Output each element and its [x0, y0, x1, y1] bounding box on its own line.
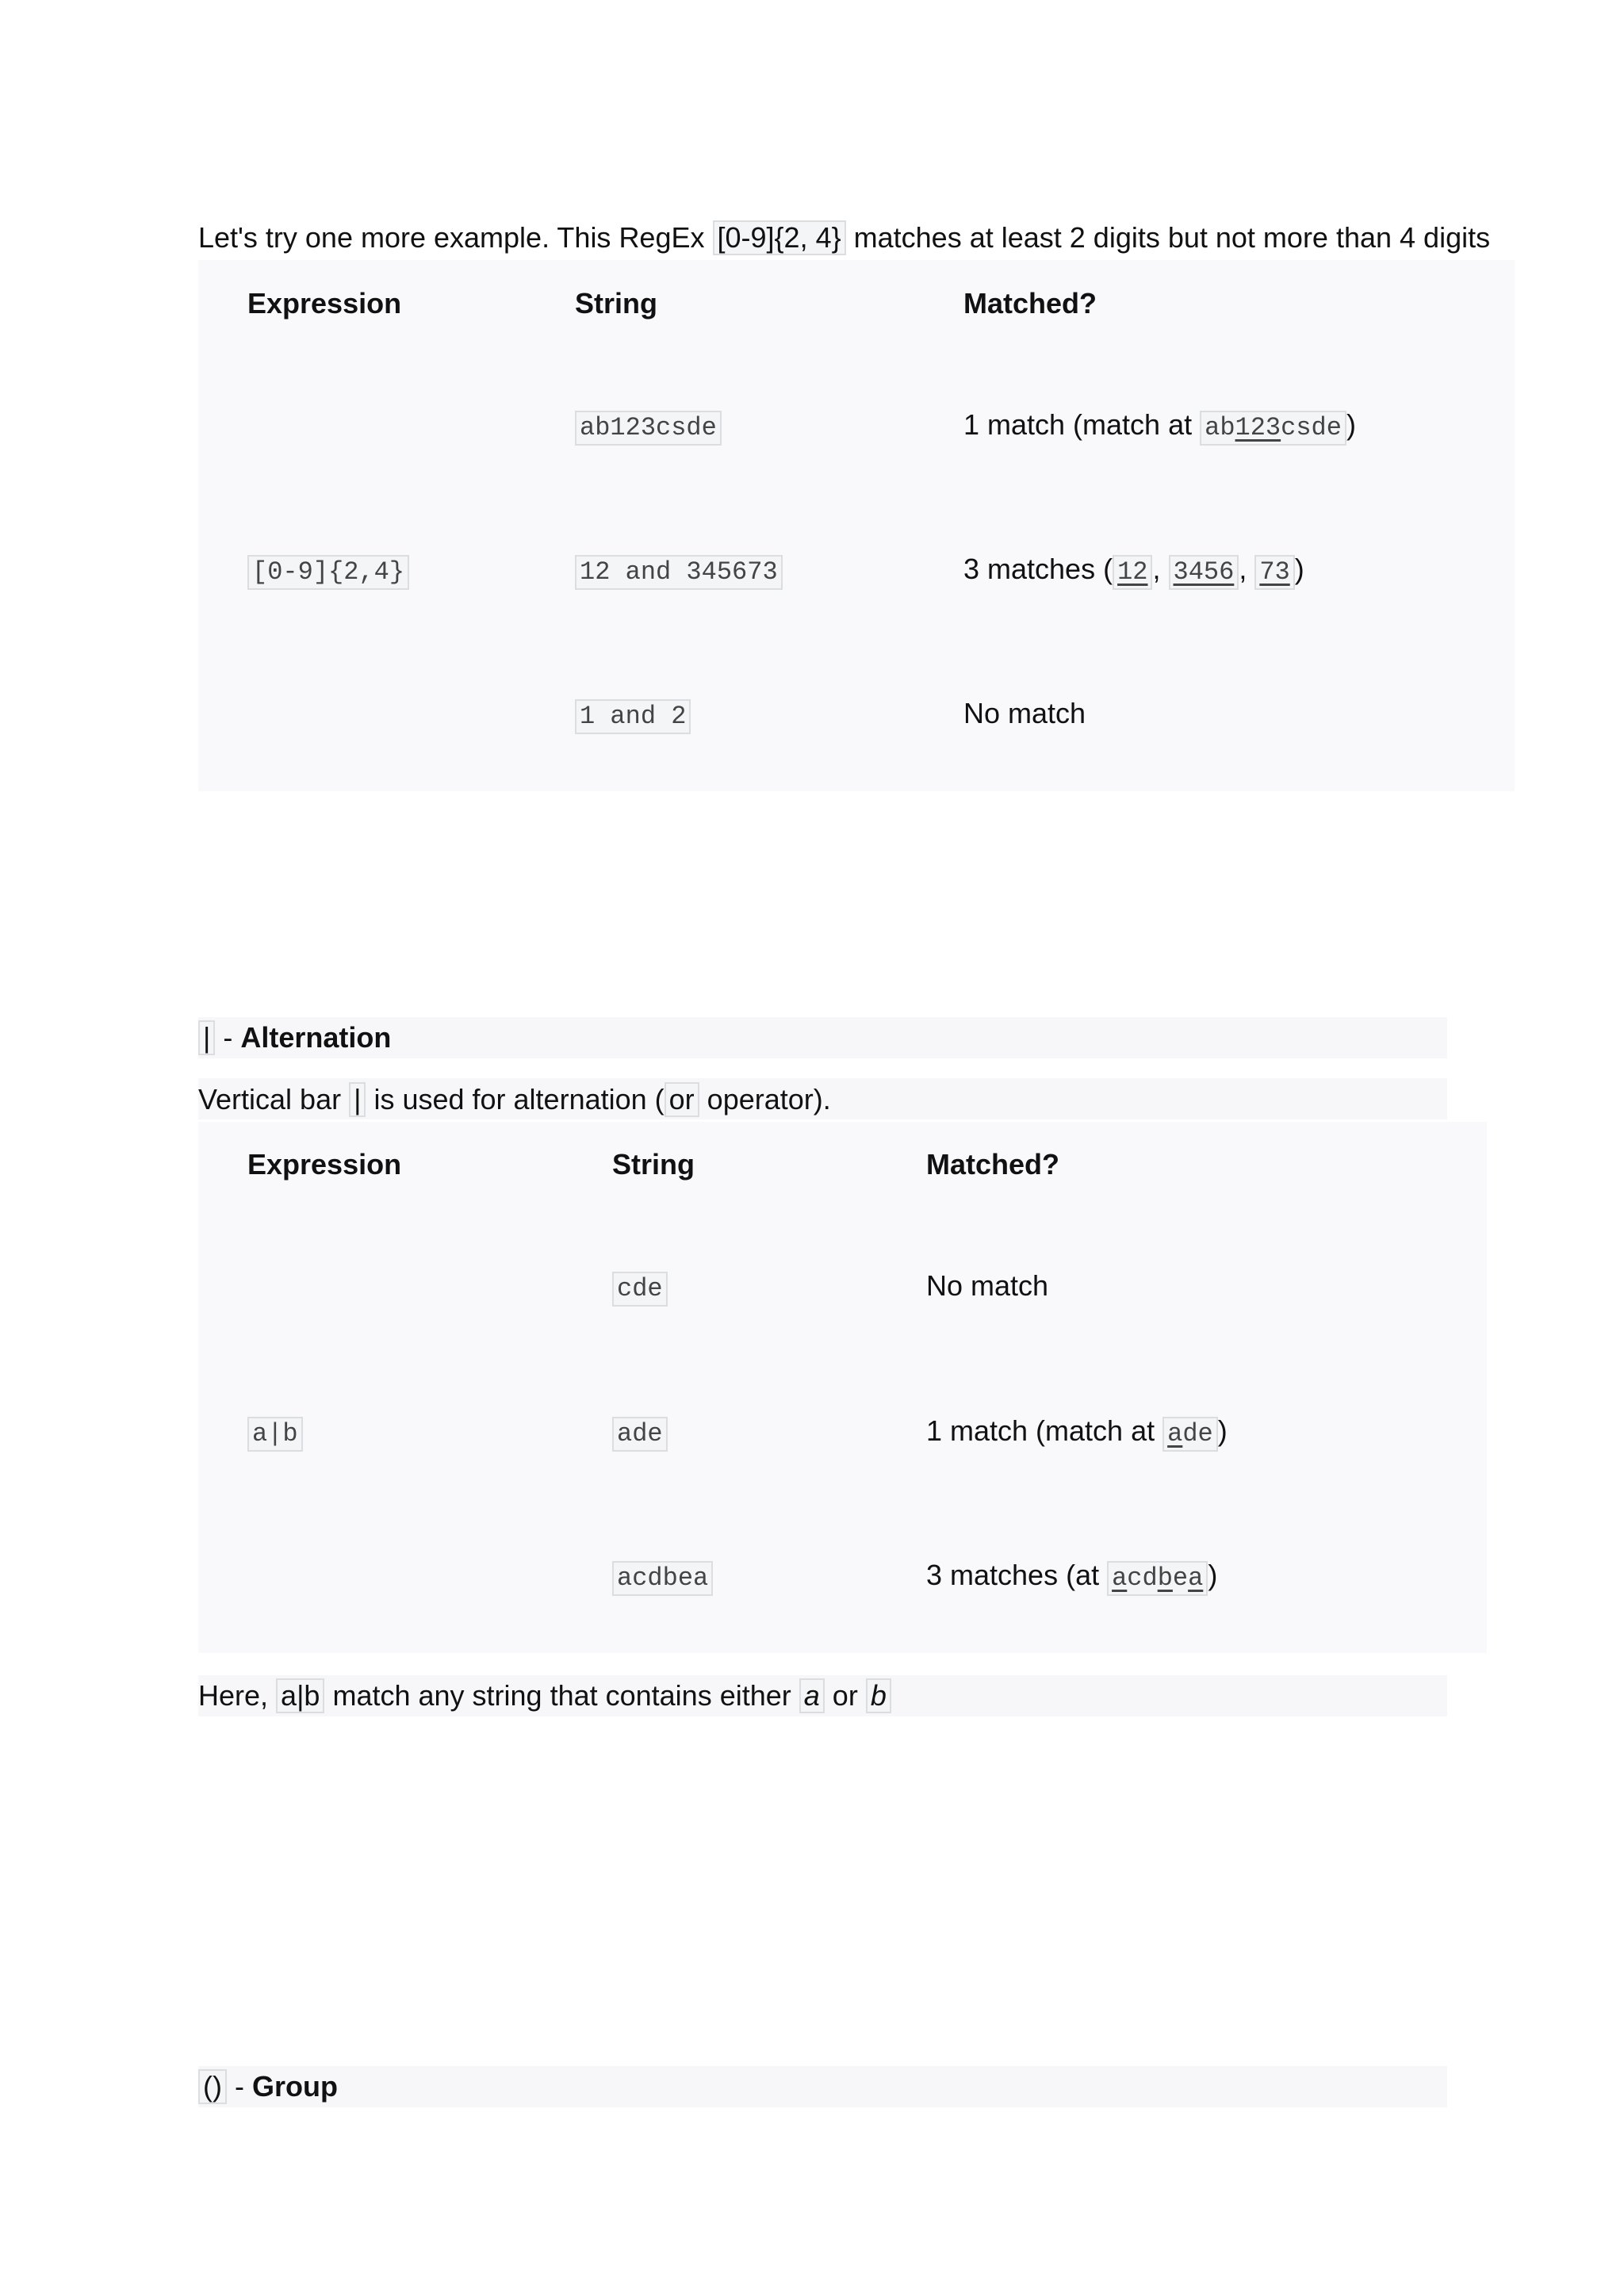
heading-separator: - — [226, 2070, 252, 2103]
table2-row2-result — [926, 1411, 1228, 1452]
table1-row2-string — [575, 549, 783, 590]
alternation-note — [198, 1676, 891, 1716]
group-heading — [198, 2067, 338, 2107]
string-code: cde — [612, 1272, 668, 1307]
alternation-description — [198, 1080, 831, 1119]
result-code — [1200, 411, 1346, 446]
group-heading-band — [198, 2066, 1447, 2107]
table2-row1-result: No match — [926, 1269, 1049, 1302]
desc-text: operator). — [699, 1083, 831, 1115]
heading-code: | — [198, 1020, 215, 1055]
desc-text: is used for alternation ( — [366, 1083, 665, 1115]
expression-code: [0-9]{2,4} — [247, 555, 409, 590]
table1-header-matched: Matched? — [963, 287, 1097, 320]
code-match: b — [1157, 1563, 1173, 1593]
code-match: a — [1167, 1419, 1183, 1448]
code-part: de — [1182, 1419, 1213, 1448]
result-text: 1 match (match at — [926, 1414, 1163, 1447]
intro-prefix: Let's try one more example. This RegEx — [198, 221, 713, 254]
code-part: csde — [1281, 413, 1342, 442]
note-code-b: b — [866, 1678, 891, 1713]
note-text: Here, — [198, 1679, 277, 1712]
match-code: 73 — [1254, 555, 1294, 590]
result-text: 3 matches (at — [926, 1559, 1108, 1591]
note-code-a: a — [799, 1678, 825, 1713]
table2-row2-string — [612, 1411, 668, 1452]
separator: , — [1239, 553, 1255, 585]
alternation-table — [198, 1122, 1487, 1653]
result-text: ) — [1217, 1414, 1228, 1447]
result-code — [1107, 1561, 1208, 1596]
intro-suffix: matches at least 2 digits but not more than 4 digits — [845, 221, 1491, 254]
table1-expression — [247, 549, 409, 590]
code-match: 123 — [1235, 413, 1281, 442]
expression-code: a|b — [247, 1417, 303, 1452]
quantifier-table — [198, 260, 1515, 791]
desc-text: Vertical bar — [198, 1083, 350, 1115]
match-code: 3456 — [1169, 555, 1239, 590]
table1-header-expression: Expression — [247, 287, 402, 320]
note-code: a|b — [276, 1678, 324, 1713]
code-part: ab — [1205, 413, 1235, 442]
table1-row3-string — [575, 694, 691, 734]
result-text: 1 match (match at — [963, 408, 1201, 441]
table2-row3-string — [612, 1556, 713, 1596]
heading-code: () — [198, 2069, 227, 2104]
heading-separator: - — [215, 1021, 241, 1054]
string-code: 1 and 2 — [575, 699, 691, 734]
code-part: cd — [1127, 1563, 1158, 1593]
section1-intro — [198, 218, 1490, 258]
note-text: or — [824, 1679, 866, 1712]
result-text: ) — [1208, 1559, 1218, 1591]
table2-row1-string — [612, 1266, 668, 1307]
table2-expression — [247, 1411, 303, 1452]
table1-header-string: String — [575, 287, 657, 320]
table1-row3-result: No match — [963, 697, 1086, 729]
intro-regex-code: [0-9]{2, 4} — [713, 220, 846, 255]
result-text: ) — [1294, 553, 1304, 585]
heading-title: Alternation — [240, 1021, 392, 1054]
table1-row1-result — [963, 405, 1356, 446]
string-code: ab123csde — [575, 411, 722, 446]
alternation-heading — [198, 1018, 391, 1058]
separator: , — [1152, 553, 1169, 585]
string-code: ade — [612, 1417, 668, 1452]
heading-title: Group — [251, 2070, 338, 2103]
code-part: e — [1172, 1563, 1189, 1593]
desc-code: or — [665, 1082, 699, 1117]
match-code: 12 — [1113, 555, 1152, 590]
result-text: ) — [1346, 408, 1356, 441]
string-code: acdbea — [612, 1561, 713, 1596]
string-code: 12 and 345673 — [575, 555, 783, 590]
desc-code: | — [349, 1082, 366, 1117]
result-text: 3 matches ( — [963, 553, 1113, 585]
table2-header-expression: Expression — [247, 1148, 402, 1181]
code-match: a — [1112, 1563, 1128, 1593]
note-text: match any string that contains either — [324, 1679, 799, 1712]
table1-row1-string — [575, 405, 722, 446]
table1-row2-result — [963, 549, 1304, 590]
table2-row3-result — [926, 1556, 1217, 1596]
table2-header-string: String — [612, 1148, 695, 1181]
table2-header-matched: Matched? — [926, 1148, 1060, 1181]
result-code — [1162, 1417, 1218, 1452]
code-match: a — [1188, 1563, 1204, 1593]
